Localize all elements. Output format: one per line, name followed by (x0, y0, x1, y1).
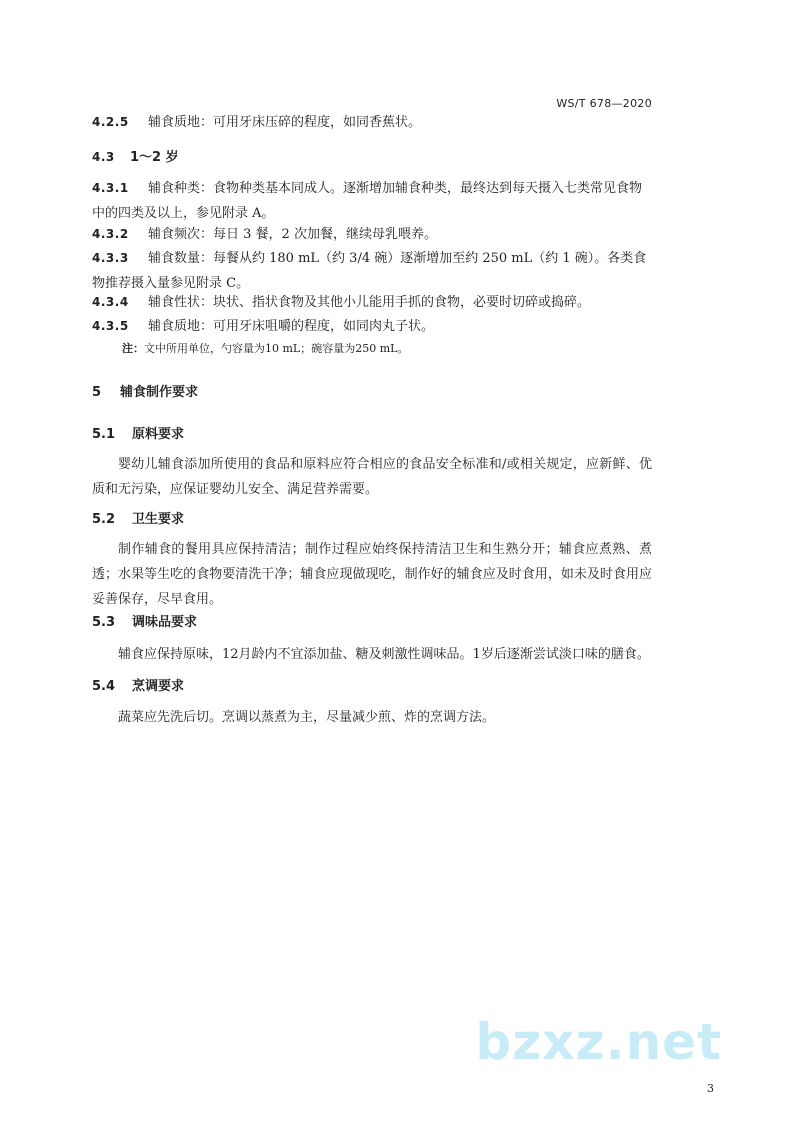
subsection-5-3-text: 辅食应保持原味，12月龄内不宜添加盐、糖及刺激性调味品。1岁后逐渐尝试淡口味的膳食。 (118, 647, 650, 662)
clause-number: 4.3.1 (92, 181, 129, 195)
clause-text: 辅食数量：每餐从约 180 mL（约 3/4 碗）逐渐增加至约 250 mL（约 1 碗）。各类食物推荐摄入量参见附录 C。 (92, 251, 647, 291)
subsection-number: 5.4 (92, 679, 116, 694)
clause-4-2-5 (92, 110, 652, 135)
clause-number: 4.3.4 (92, 295, 129, 309)
clause-number: 4.2.5 (92, 115, 129, 129)
clause-text: 辅食频次：每日 3 餐，2 次加餐，继续母乳喂养。 (148, 227, 437, 242)
subsection-5-4-text: 蔬菜应先洗后切。烹调以蒸煮为主，尽量减少煎、炸的烹调方法。 (118, 710, 496, 725)
subsection-title: 原料要求 (132, 427, 185, 442)
clause-number: 4.3.3 (92, 251, 129, 265)
section-4-3-heading (92, 145, 652, 170)
note (122, 340, 408, 358)
section-title: 1～2 岁 (130, 150, 179, 165)
subsection-5-4-heading (92, 677, 184, 697)
standard-code: WS/T 678—2020 (556, 97, 652, 110)
subsection-5-1-heading (92, 425, 184, 445)
subsection-title: 调味品要求 (132, 615, 198, 630)
subsection-5-1-text: 婴幼儿辅食添加所使用的食品和原料应符合相应的食品安全标准和/或相关规定，应新鲜、优质和无污染，应保证婴幼儿安全、满足营养需要。 (92, 457, 652, 497)
subsection-5-3-heading (92, 613, 197, 633)
subsection-title: 卫生要求 (132, 512, 185, 527)
section-number: 5 (92, 385, 102, 400)
clause-number: 4.3.2 (92, 227, 129, 241)
subsection-5-2-text: 制作辅食的餐用具应保持清洁；制作过程应始终保持清洁卫生和生熟分开；辅食应煮熟、煮透；水果等生吃的食物要清洗干净；辅食应现做现吃，制作好的辅食应及时食用，如未及时食用应妥善保存，尽早食用。 (92, 542, 652, 607)
section-number: 4.3 (92, 150, 115, 164)
clause-text: 辅食性状：块状、指状食物及其他小儿能用手抓的食物，必要时切碎或捣碎。 (148, 295, 591, 310)
clause-4-3-1 (92, 176, 652, 226)
subsection-number: 5.3 (92, 615, 116, 630)
subsection-number: 5.1 (92, 427, 116, 442)
clause-text: 辅食质地：可用牙床压碎的程度，如同香蕉状。 (148, 115, 422, 130)
section-title: 辅食制作要求 (120, 385, 199, 400)
clause-4-3-2 (92, 222, 652, 247)
note-text: 文中所用单位，勺容量为10 mL；碗容量为250 mL。 (144, 342, 409, 355)
clause-4-3-4 (92, 290, 652, 315)
clause-4-3-5 (92, 314, 652, 339)
subsection-5-2-heading (92, 510, 184, 530)
subsection-title: 烹调要求 (132, 679, 185, 694)
note-label: 注： (122, 342, 144, 355)
clause-number: 4.3.5 (92, 319, 129, 333)
page-number: 3 (707, 1082, 714, 1095)
subsection-number: 5.2 (92, 512, 116, 527)
watermark: bzxz.net (475, 1013, 722, 1071)
clause-text: 辅食质地：可用牙床咀嚼的程度，如同肉丸子状。 (148, 319, 435, 334)
section-5-heading (92, 383, 198, 403)
clause-4-3-3 (92, 246, 652, 296)
clause-text: 辅食种类：食物种类基本同成人。逐渐增加辅食种类，最终达到每天摄入七类常见食物中的四类及以上，参见附录 A。 (92, 181, 643, 221)
